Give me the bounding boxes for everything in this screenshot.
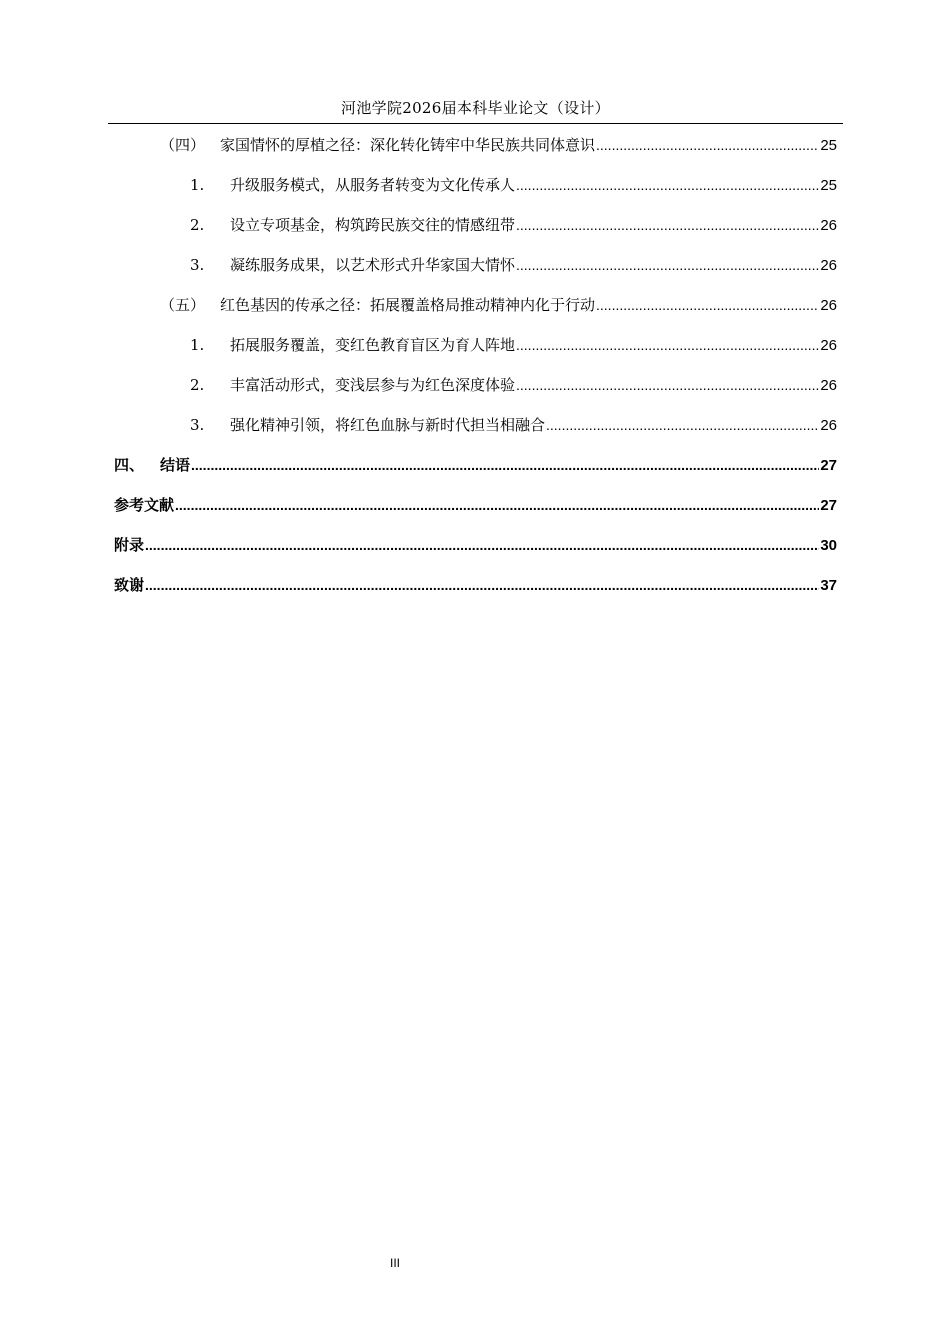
toc-entry-title: 升级服务模式，从服务者转变为文化传承人	[230, 176, 516, 194]
running-header: 河池学院2026届本科毕业论文（设计）	[341, 99, 610, 117]
toc-entry-4-3[interactable]	[190, 251, 837, 279]
toc-entry-number: 1.	[190, 176, 205, 194]
toc-entry-conclusion[interactable]	[114, 451, 837, 479]
toc-entry-title: 强化精神引领，将红色血脉与新时代担当相融合	[230, 416, 546, 434]
dot-leader	[516, 171, 819, 199]
toc-entry-number: （五）	[160, 296, 206, 314]
toc-entry-title: 拓展服务覆盖，变红色教育盲区为育人阵地	[230, 336, 516, 354]
dot-leader	[596, 131, 819, 159]
toc-entry-page: 30	[820, 537, 837, 554]
toc-entry-4-2[interactable]	[190, 211, 837, 239]
toc-entry-title: 丰富活动形式，变浅层参与为红色深度体验	[230, 376, 516, 394]
toc-entry-title: 红色基因的传承之径：拓展覆盖格局推动精神内化于行动	[220, 296, 596, 314]
toc-entry-title: 致谢	[114, 576, 145, 594]
toc-entry-page: 26	[820, 297, 837, 314]
toc-entry-page: 26	[820, 257, 837, 274]
toc-entry-number: 1.	[190, 336, 205, 354]
page-number: III	[389, 1256, 400, 1270]
toc-entry-page: 26	[820, 337, 837, 354]
toc-entry-acknowledgements[interactable]	[114, 571, 837, 599]
dot-leader	[191, 451, 819, 479]
toc-entry-title: 家国情怀的厚植之径：深化转化铸牢中华民族共同体意识	[220, 136, 596, 154]
toc-entry-title: 参考文献	[114, 496, 175, 514]
toc-entry-number: 四、	[114, 456, 145, 474]
toc-entry-title: 附录	[114, 536, 145, 554]
toc-entry-page: 25	[820, 137, 837, 154]
dot-leader	[596, 291, 819, 319]
toc-entry-page: 26	[820, 217, 837, 234]
toc-entry-section-5[interactable]	[160, 291, 837, 319]
dot-leader	[145, 531, 819, 559]
toc-entry-number: 2.	[190, 216, 205, 234]
toc-entry-number: 3.	[190, 416, 205, 434]
toc-entry-page: 25	[820, 177, 837, 194]
dot-leader	[516, 371, 819, 399]
toc-entry-5-1[interactable]	[190, 331, 837, 359]
toc-entry-references[interactable]	[114, 491, 837, 519]
toc-entry-page: 27	[820, 457, 837, 474]
toc-entry-page: 27	[820, 497, 837, 514]
toc-entry-section-4[interactable]	[160, 131, 837, 159]
toc-entry-number: 2.	[190, 376, 205, 394]
dot-leader	[516, 331, 819, 359]
toc-entry-page: 37	[820, 577, 837, 594]
dot-leader	[175, 491, 819, 519]
toc-entry-4-1[interactable]	[190, 171, 837, 199]
toc-entry-5-2[interactable]	[190, 371, 837, 399]
header-rule	[108, 123, 843, 124]
toc-entry-title: 设立专项基金，构筑跨民族交往的情感纽带	[230, 216, 516, 234]
toc-entry-number: 3.	[190, 256, 205, 274]
toc-entry-title: 结语	[160, 456, 191, 474]
toc-entry-number: （四）	[160, 136, 206, 154]
dot-leader	[516, 211, 819, 239]
toc-entry-page: 26	[820, 417, 837, 434]
dot-leader	[546, 411, 819, 439]
toc-entry-page: 26	[820, 377, 837, 394]
dot-leader	[516, 251, 819, 279]
toc-entry-5-3[interactable]	[190, 411, 837, 439]
toc-entry-appendix[interactable]	[114, 531, 837, 559]
toc-entry-title: 凝练服务成果，以艺术形式升华家国大情怀	[230, 256, 516, 274]
dot-leader	[145, 571, 819, 599]
